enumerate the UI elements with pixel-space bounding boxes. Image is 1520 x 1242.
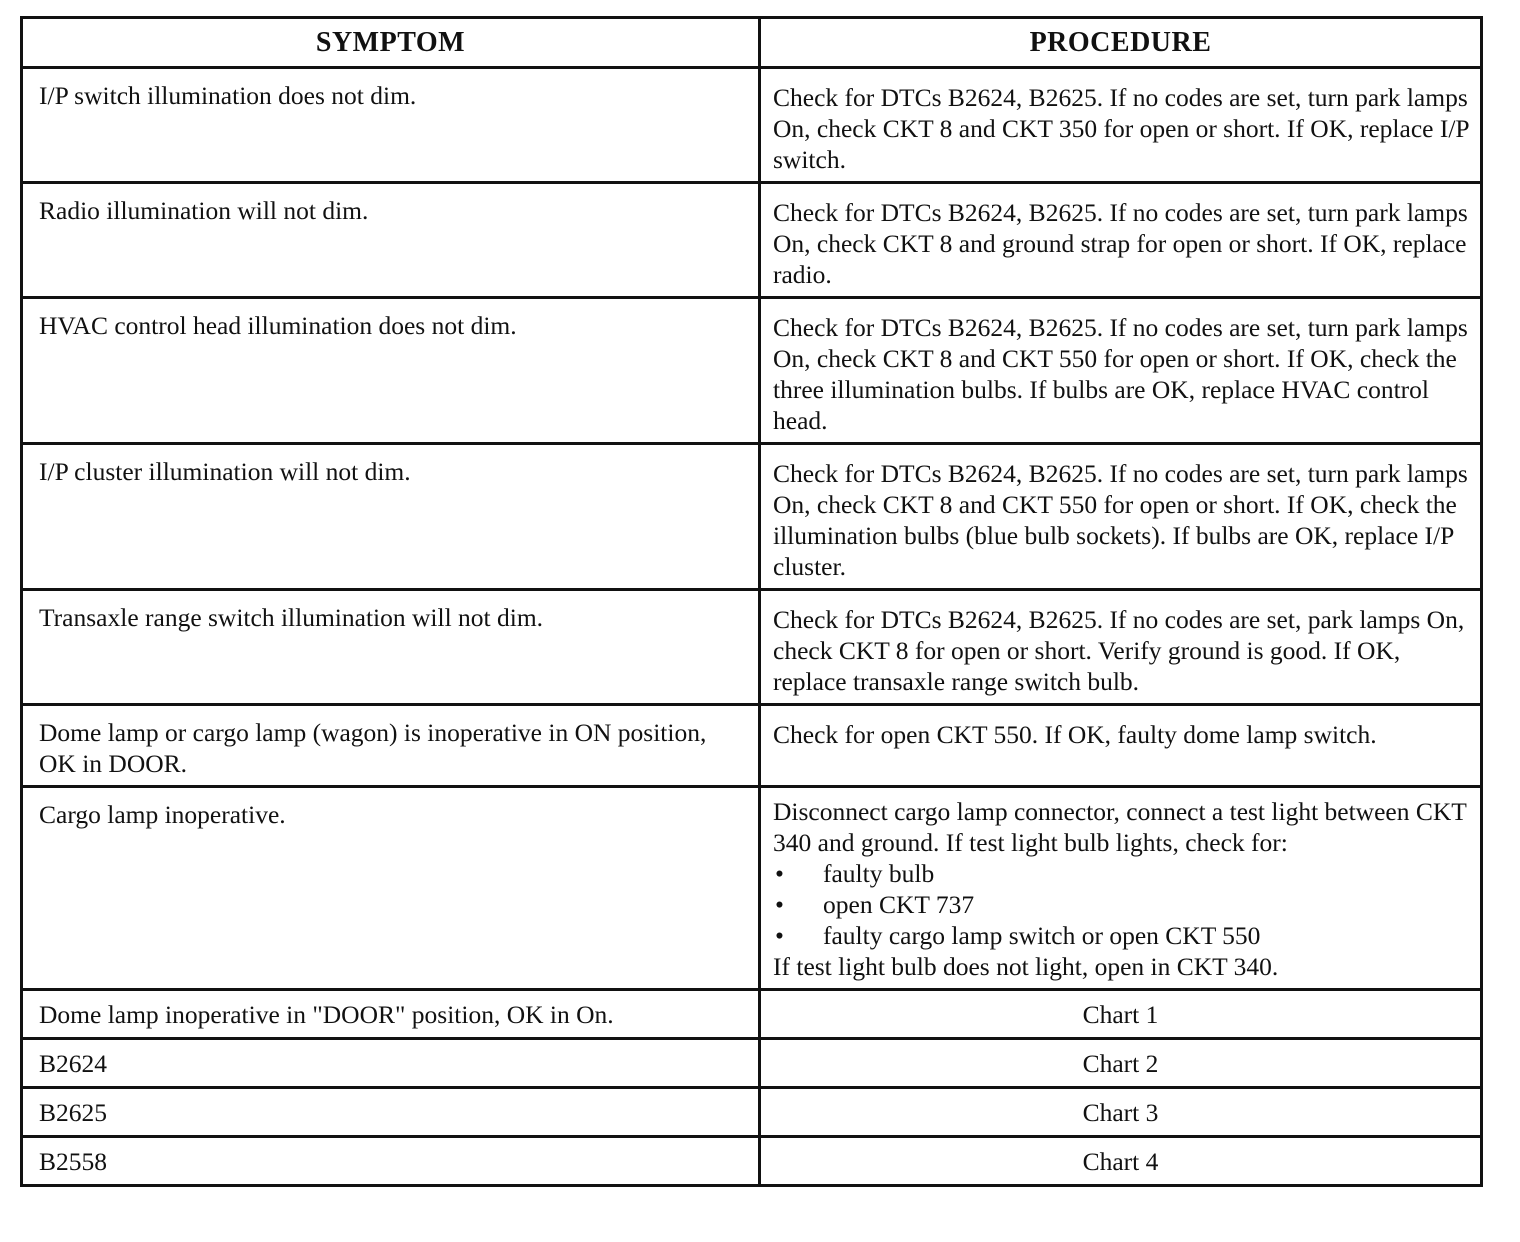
symptom-cell: Radio illumination will not dim.: [22, 183, 760, 298]
chart-reference: Chart 4: [760, 1137, 1482, 1186]
list-item: [773, 889, 1472, 920]
list-item-text: open CKT 737: [823, 890, 975, 919]
symptom-column-header: SYMPTOM: [22, 18, 760, 68]
chart-reference: Chart 2: [760, 1039, 1482, 1088]
table-row: [22, 1088, 1482, 1137]
list-item-text: faulty bulb: [823, 859, 935, 888]
procedure-cell: Check for DTCs B2624, B2625. If no codes are set, turn park lamps On, check CKT 8 and CKT 550 for open or short. If OK, check the illumination bulbs (blue bulb sockets). If bulbs are OK, replace I/P cluster.: [760, 444, 1482, 590]
procedure-cell: [760, 787, 1482, 990]
symptom-cell: I/P switch illumination does not dim.: [22, 68, 760, 183]
table-row: [22, 787, 1482, 990]
table-row: [22, 1137, 1482, 1186]
table-row: [22, 298, 1482, 444]
check-list: [773, 858, 1472, 951]
list-item: [773, 858, 1472, 889]
procedure-cell: Check for DTCs B2624, B2625. If no codes are set, park lamps On, check CKT 8 for open or short. Verify ground is good. If OK, replace transaxle range switch bulb.: [760, 590, 1482, 705]
chart-reference: Chart 1: [760, 990, 1482, 1039]
symptom-cell: B2625: [22, 1088, 760, 1137]
procedure-cell: Check for DTCs B2624, B2625. If no codes are set, turn park lamps On, check CKT 8 and ground strap for open or short. If OK, replace radio.: [760, 183, 1482, 298]
table-row: [22, 183, 1482, 298]
table-row: [22, 444, 1482, 590]
procedure-intro: Disconnect cargo lamp connector, connect a test light between CKT 340 and ground. If test light bulb lights, check for:: [773, 797, 1467, 857]
procedure-cell: Check for DTCs B2624, B2625. If no codes are set, turn park lamps On, check CKT 8 and CKT 550 for open or short. If OK, check the three illumination bulbs. If bulbs are OK, replace HVAC control head.: [760, 298, 1482, 444]
bullet-icon: •: [775, 890, 784, 919]
bullet-icon: •: [775, 859, 784, 888]
table-row: [22, 590, 1482, 705]
symptom-cell: B2624: [22, 1039, 760, 1088]
table-row: [22, 705, 1482, 787]
symptom-cell: Dome lamp or cargo lamp (wagon) is inoperative in ON position, OK in DOOR.: [22, 705, 760, 787]
table-row: [22, 990, 1482, 1039]
procedure-cell: Check for open CKT 550. If OK, faulty dome lamp switch.: [760, 705, 1482, 787]
table-header-row: [22, 18, 1482, 68]
list-item-text: faulty cargo lamp switch or open CKT 550: [823, 921, 1261, 950]
table-row: [22, 1039, 1482, 1088]
symptom-cell: I/P cluster illumination will not dim.: [22, 444, 760, 590]
symptom-cell: Cargo lamp inoperative.: [22, 787, 760, 990]
list-item: [773, 920, 1472, 951]
bullet-icon: •: [775, 921, 784, 950]
symptom-procedure-table: [20, 16, 1483, 1187]
table-row: [22, 68, 1482, 183]
symptom-cell: B2558: [22, 1137, 760, 1186]
procedure-column-header: PROCEDURE: [760, 18, 1482, 68]
chart-reference: Chart 3: [760, 1088, 1482, 1137]
symptom-cell: Dome lamp inoperative in "DOOR" position, OK in On.: [22, 990, 760, 1039]
symptom-cell: Transaxle range switch illumination will not dim.: [22, 590, 760, 705]
symptom-cell: HVAC control head illumination does not dim.: [22, 298, 760, 444]
procedure-outro: If test light bulb does not light, open in CKT 340.: [773, 952, 1279, 981]
procedure-cell: Check for DTCs B2624, B2625. If no codes are set, turn park lamps On, check CKT 8 and CKT 350 for open or short. If OK, replace I/P switch.: [760, 68, 1482, 183]
